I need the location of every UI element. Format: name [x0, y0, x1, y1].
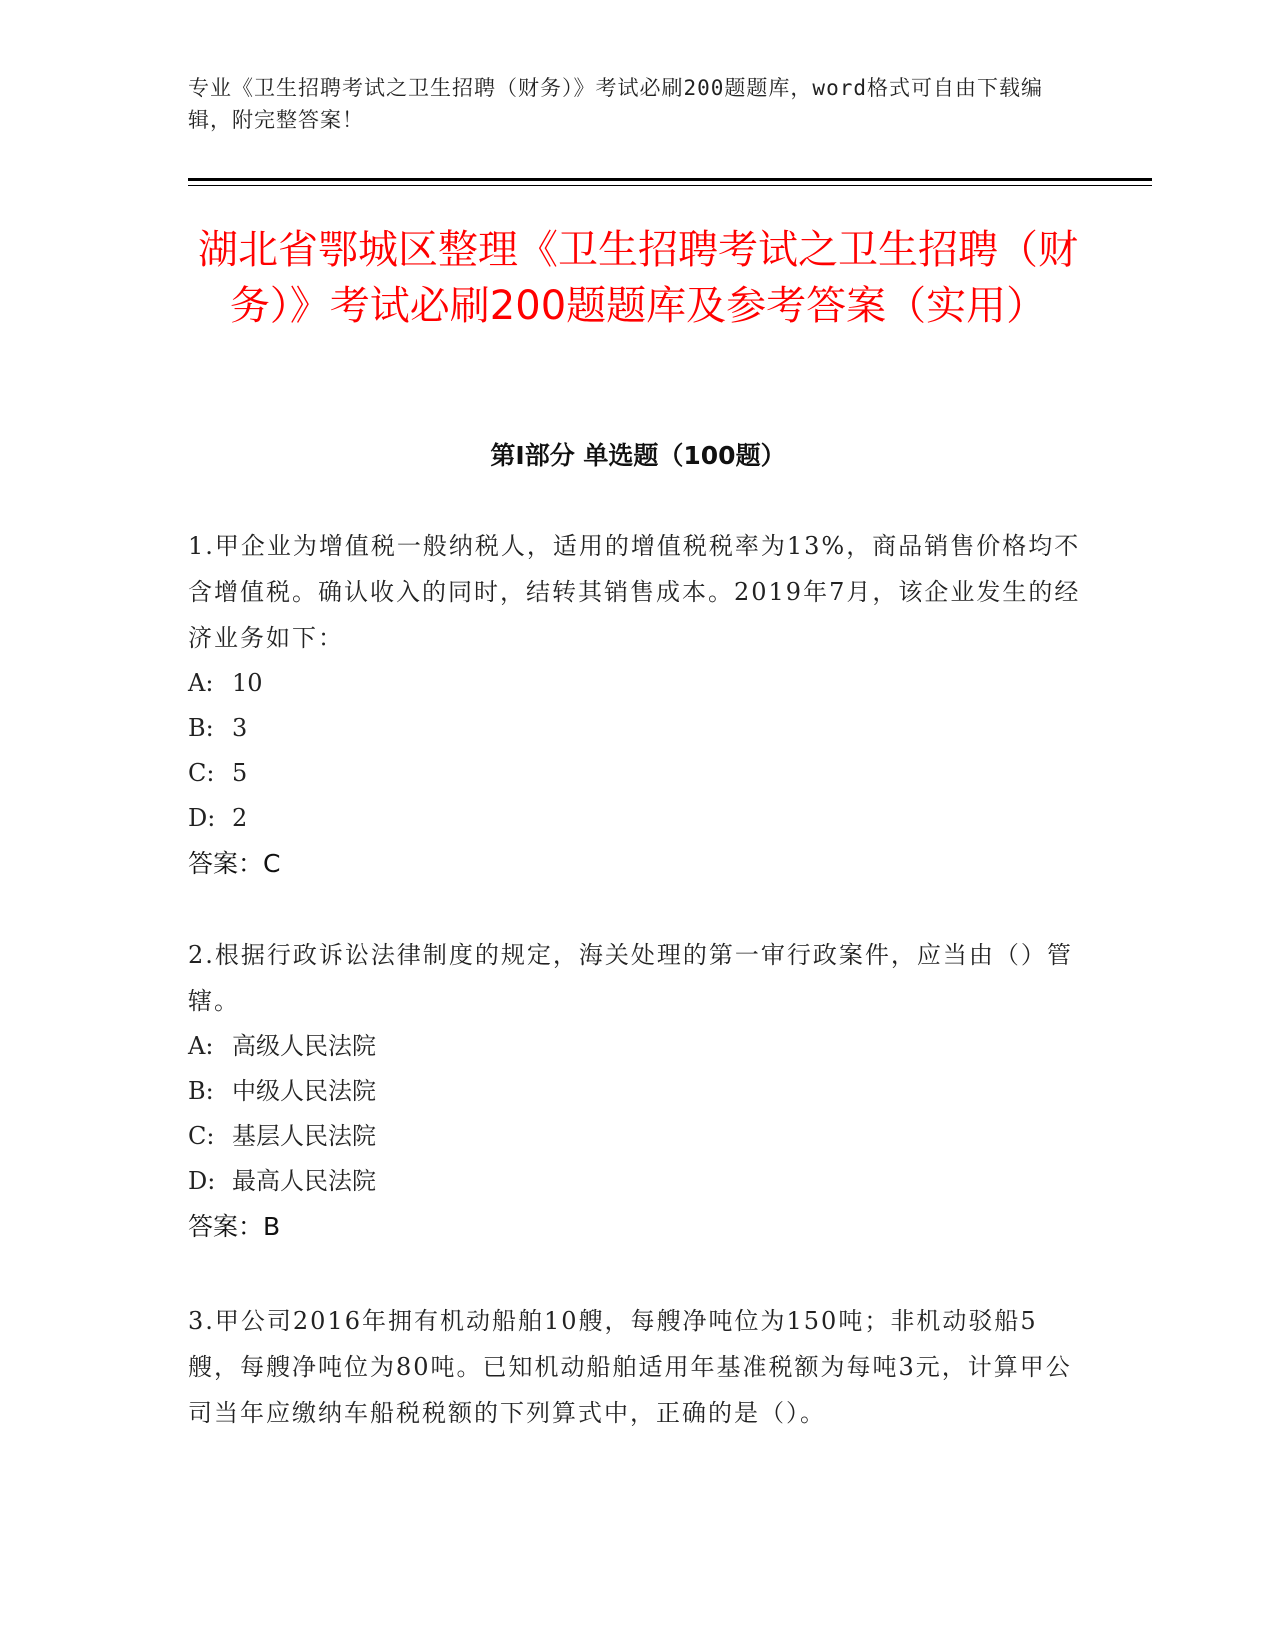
- option-key: C:: [188, 1122, 215, 1150]
- option-key: B:: [188, 1077, 214, 1105]
- option-text: 中级人民法院: [232, 1077, 376, 1105]
- option-b: [188, 706, 1088, 751]
- question-3: [188, 1298, 1088, 1436]
- option-key: A:: [188, 669, 214, 697]
- option-b: [188, 1069, 1088, 1114]
- option-a: [188, 661, 1088, 706]
- question-stem: 1.甲企业为增值税一般纳税人，适用的增值税税率为13%，商品销售价格均不含增值税。确认收入的同时，结转其销售成本。2019年7月，该企业发生的经济业务如下：: [188, 532, 1081, 652]
- section-title: 第Ⅰ部分 单选题（100题）: [490, 441, 786, 470]
- option-text: 最高人民法院: [232, 1167, 376, 1195]
- answer-line: 答案：C: [188, 849, 281, 878]
- option-c: [188, 751, 1088, 796]
- option-text: 3: [232, 714, 248, 742]
- option-a: [188, 1024, 1088, 1069]
- option-d: [188, 1159, 1088, 1204]
- option-text: 2: [232, 804, 248, 832]
- option-key: D:: [188, 1167, 216, 1195]
- option-text: 5: [232, 759, 248, 787]
- option-text: 高级人民法院: [232, 1032, 376, 1060]
- answer-line: 答案：B: [188, 1212, 281, 1241]
- option-text: 基层人民法院: [232, 1122, 376, 1150]
- header-divider-thin: [188, 185, 1152, 186]
- header-divider-thick: [188, 178, 1152, 181]
- option-key: D:: [188, 804, 216, 832]
- header-note: 专业《卫生招聘考试之卫生招聘（财务）》考试必刷200题题库，word格式可自由下载编辑，附完整答案！: [188, 76, 1043, 132]
- option-key: B:: [188, 714, 214, 742]
- option-text: 10: [232, 669, 263, 697]
- document-title: 湖北省鄂城区整理《卫生招聘考试之卫生招聘（财务）》考试必刷200题题库及参考答案（实用）: [198, 227, 1078, 329]
- question-stem: 2.根据行政诉讼法律制度的规定，海关处理的第一审行政案件，应当由（）管辖。: [188, 941, 1073, 1015]
- option-c: [188, 1114, 1088, 1159]
- question-2: [188, 932, 1088, 1250]
- option-key: C:: [188, 759, 215, 787]
- question-stem: 3.甲公司2016年拥有机动船舶10艘，每艘净吨位为150吨；非机动驳船5艘，每艘净吨位为80吨。已知机动船舶适用年基准税额为每吨3元，计算甲公司当年应缴纳车船税税额的下列算式中，正确的是（）。: [188, 1307, 1072, 1427]
- option-key: A:: [188, 1032, 214, 1060]
- question-1: [188, 523, 1088, 887]
- option-d: [188, 796, 1088, 841]
